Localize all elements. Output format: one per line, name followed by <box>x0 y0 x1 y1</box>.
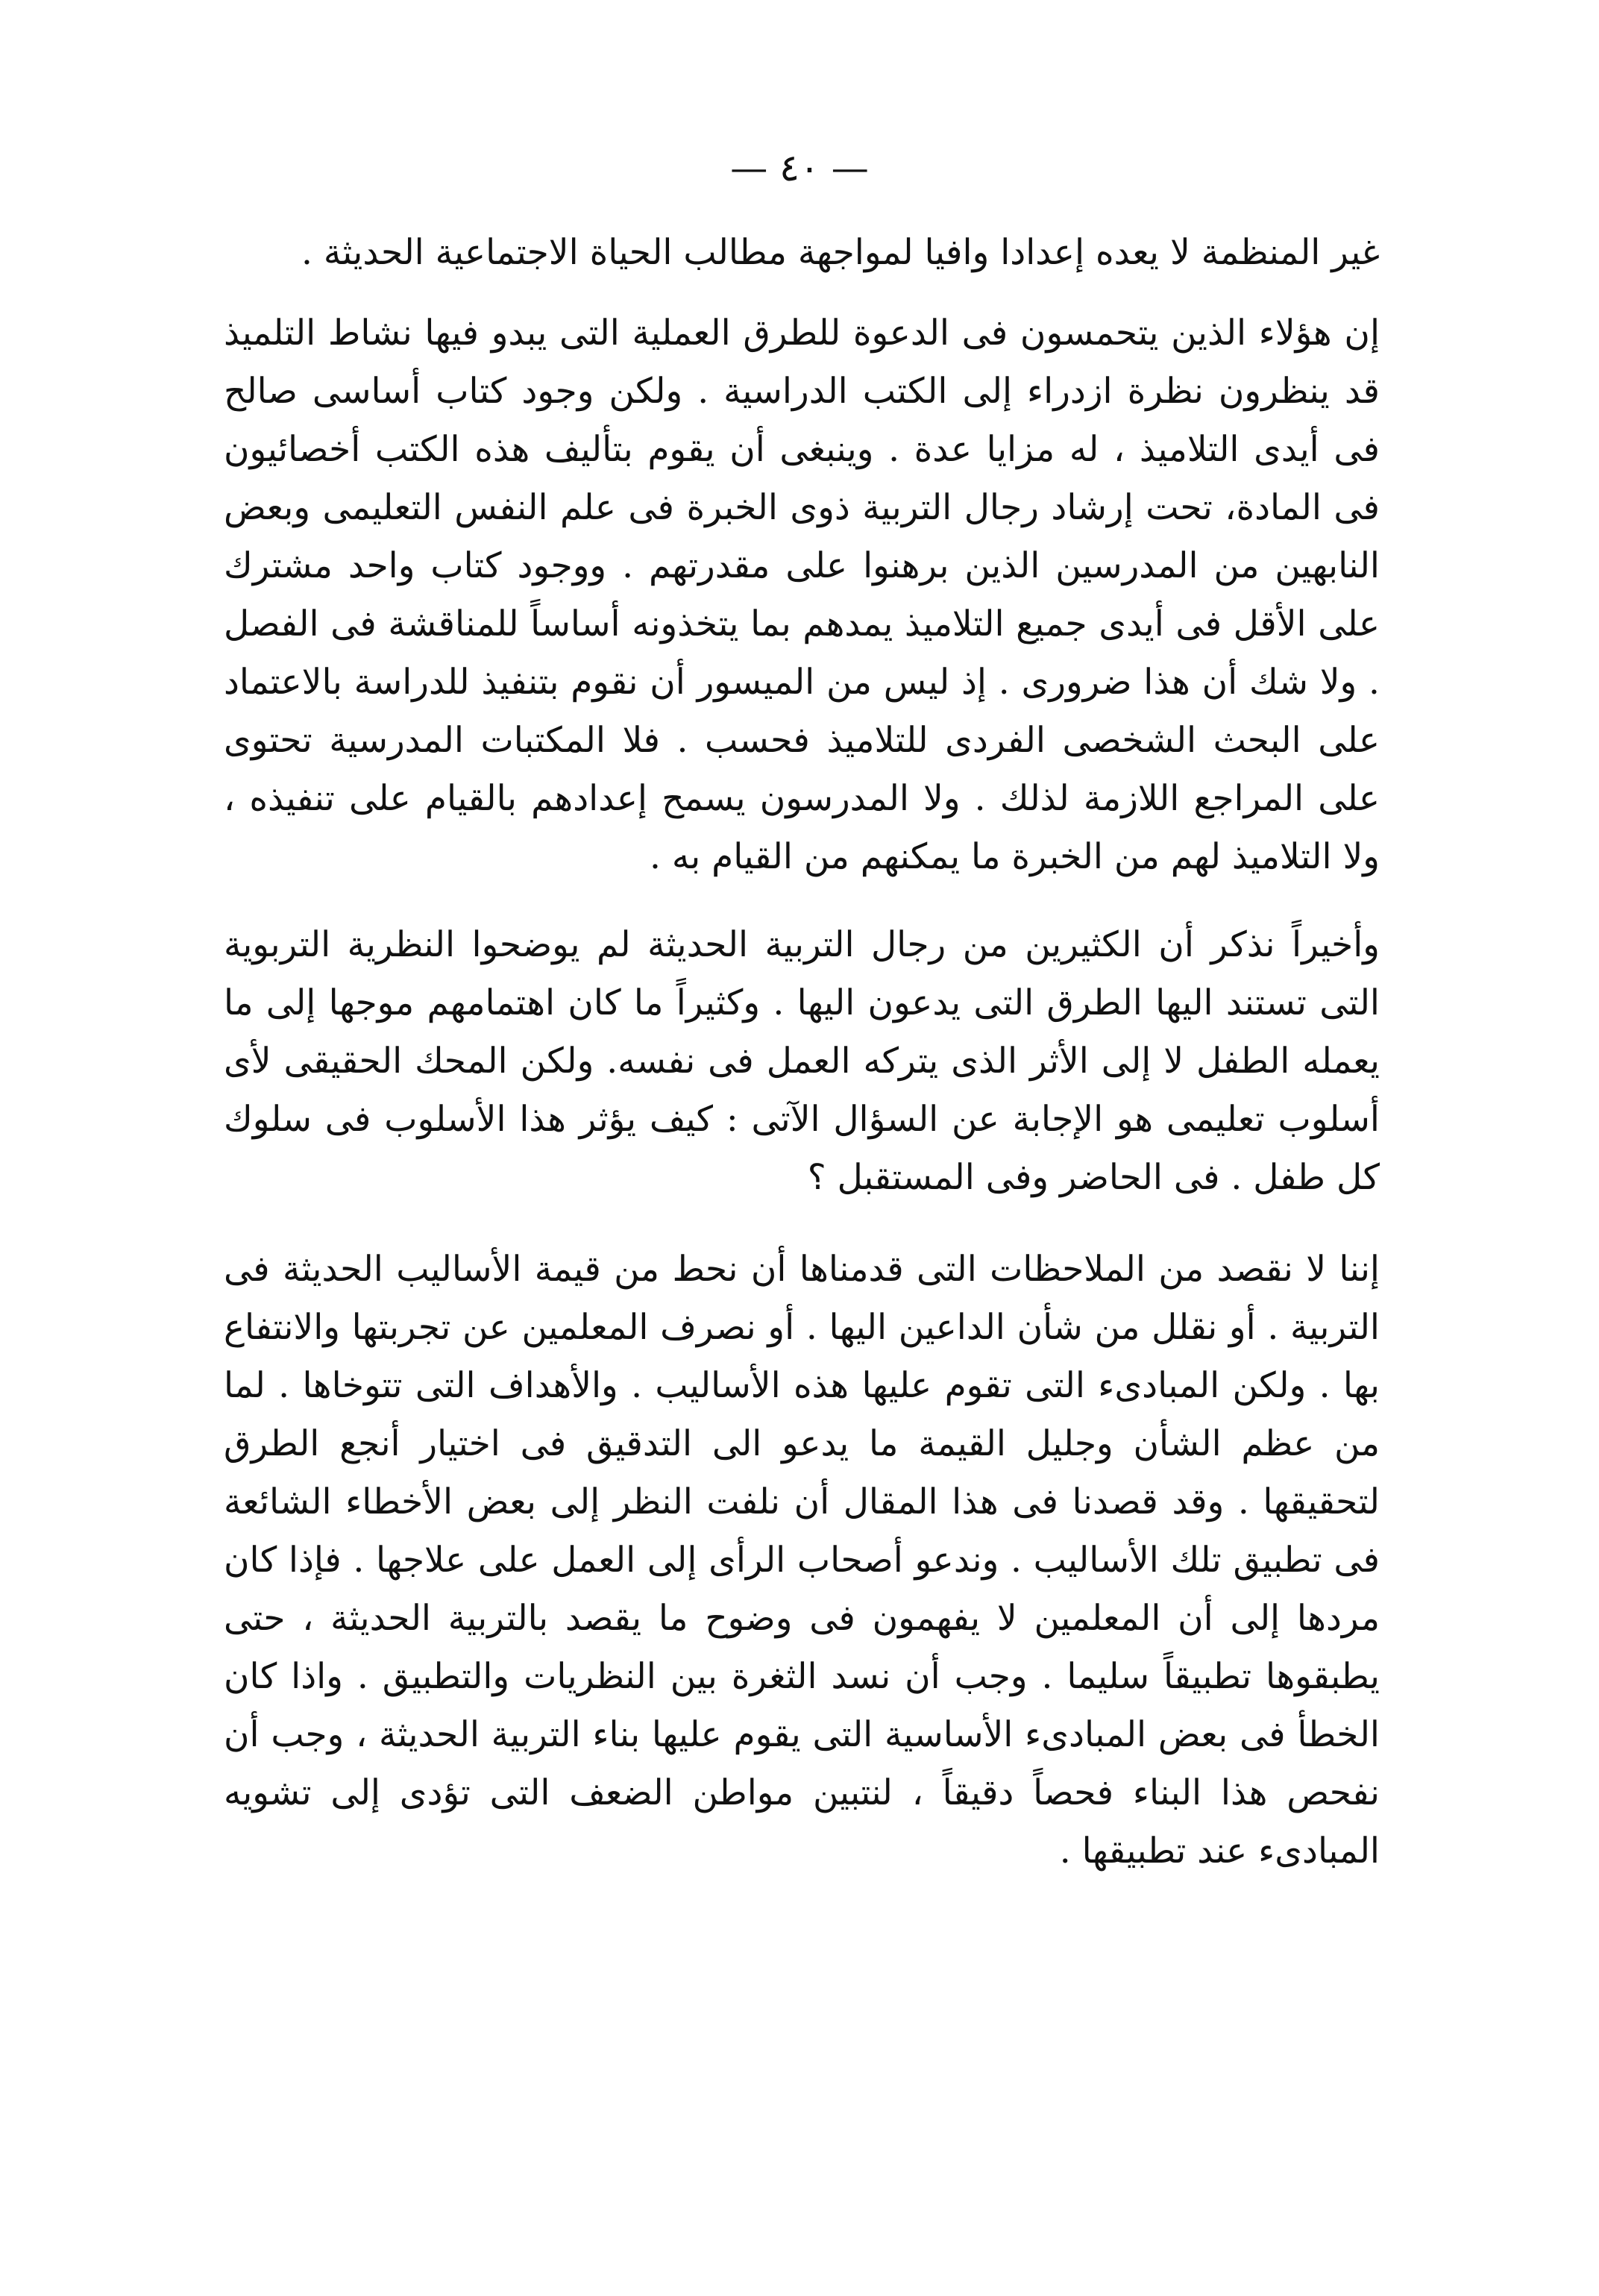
paragraph-3: وأخيراً نذكر أن الكثيرين من رجال التربية الحديثة لم يوضحوا النظرية التربوية التى تستند اليها الطرق التى يدعون اليها . وكثيراً ما كان اهتمامهم موجها إلى ما يعمله الطفل لا إلى الأثر الذى يتركه العمل فى نفسه. ولكن المحك الحقيقى لأى أسلوب تعليمى هو الإجابة عن السؤال الآتى : كيف يؤثر هذا الأسلوب فى سلوك كل طفل . فى الحاضر وفى المستقبل ؟ <box>224 924 1380 1198</box>
paragraph-2: إن هؤلاء الذين يتحمسون فى الدعوة للطرق العملية التى يبدو فيها نشاط التلميذ قد ينظرون نظرة ازدراء إلى الكتب الدراسية . ولكن وجود كتاب أساسى صالح فى أيدى التلاميذ ، له مزايا عدة . وينبغى أن يقوم بتأليف هذه الكتب أخصائيون فى المادة، تحت إرشاد رجال التربية ذوى الخبرة فى علم النفس التعليمى وبعض النابهين من المدرسين الذين برهنوا على مقدرتهم . ووجود كتاب واحد مشترك على الأقل فى أيدى جميع التلاميذ يمدهم بما يتخذونه أساساً للمناقشة فى الفصل . ولا شك أن هذا ضرورى . إذ ليس من الميسور أن نقوم بتنفيذ للدراسة بالاعتماد على البحث الشخصى الفردى للتلاميذ فحسب . فلا المكتبات المدرسية تحتوى على المراجع اللازمة لذلك . ولا المدرسون يسمح إعدادهم بالقيام على تنفيذه ، ولا التلاميذ لهم من الخبرة ما يمكنهم من القيام به . <box>224 313 1380 877</box>
page-number: — ٤٠ — <box>730 146 869 189</box>
page-body <box>224 224 1380 1881</box>
paragraph-1: غير المنظمة لا يعده إعدادا وافيا لمواجهة مطالب الحياة الاجتماعية الحديثة . <box>301 232 1380 273</box>
paragraph-4: إننا لا نقصد من الملاحظات التى قدمناها أن نحط من قيمة الأساليب الحديثة فى التربية . أو نقلل من شأن الداعين اليها . أو نصرف المعلمين عن تجربتها والانتفاع بها . ولكن المبادىء التى تقوم عليها هذه الأساليب . والأهداف التى تتوخاها . لما من عظم الشأن وجليل القيمة ما يدعو الى التدقيق فى اختيار أنجع الطرق لتحقيقها . وقد قصدنا فى هذا المقال أن نلفت النظر إلى بعض الأخطاء الشائعة فى تطبيق تلك الأساليب . وندعو أصحاب الرأى إلى العمل على علاجها . فإذا كان مردها إلى أن المعلمين لا يفهمون فى وضوح ما يقصد بالتربية الحديثة ، حتى يطبقوها تطبيقاً سليما . وجب أن نسد الثغرة بين النظريات والتطبيق . واذا كان الخطأ فى بعض المبادىء الأساسية التى يقوم عليها بناء التربية الحديثة ، وجب أن نفحص هذا البناء فحصاً دقيقاً ، لنتبين مواطن الضعف التى تؤدى إلى تشويه المبادىء عند تطبيقها . <box>224 1249 1380 1872</box>
